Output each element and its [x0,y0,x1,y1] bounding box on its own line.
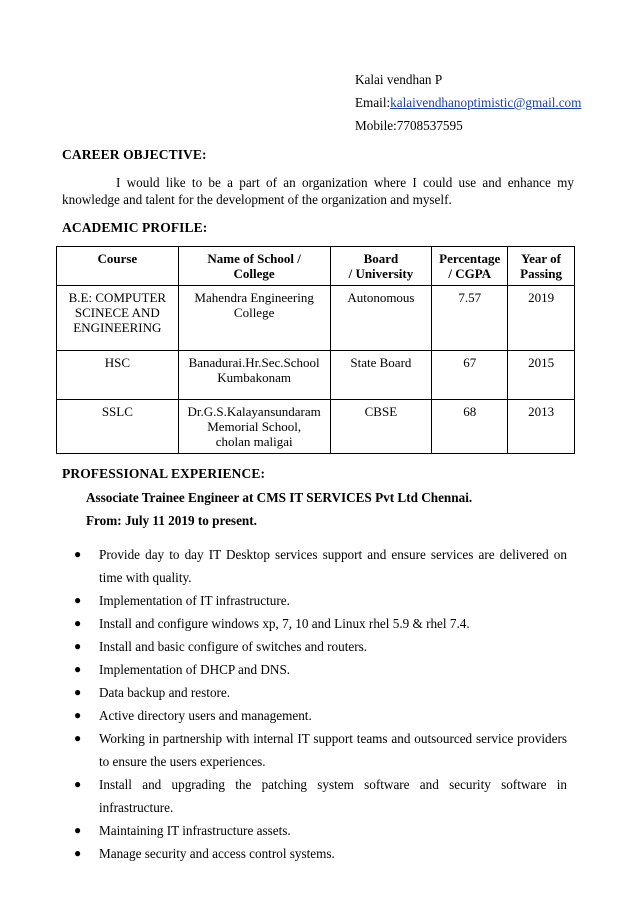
contact-block [355,68,581,137]
cell-course: SSLC [57,400,179,454]
bullet-icon: ● [74,616,82,630]
candidate-name: Kalai vendhan P [355,72,443,87]
header-course: Course [57,247,179,286]
list-item: ● Data backup and restore. [62,681,567,704]
cell-board: Autonomous [330,286,432,351]
cell-percentage: 67 [432,351,508,400]
header-board: Board / University [330,247,432,286]
table-row [57,400,575,454]
list-item: ● Install and basic configure of switches and routers. [62,635,567,658]
header-year: Year of Passing [508,247,575,286]
bullet-icon: ● [74,639,82,653]
bullet-icon: ● [74,846,82,860]
job-period: From: July 11 2019 to present. [86,513,257,528]
email-line [355,91,581,114]
table-header-row [57,247,575,286]
cell-board: State Board [330,351,432,400]
career-objective-heading: CAREER OBJECTIVE: [62,147,207,162]
cell-year: 2013 [508,400,575,454]
list-item: ● Implementation of IT infrastructure. [62,589,567,612]
cell-board: CBSE [330,400,432,454]
cell-school: Dr.G.S.Kalayansundaram Memorial School, cholan maligai [178,400,330,454]
list-item: ● Provide day to day IT Desktop services support and ensure services are delivered on time with quality. [62,543,567,589]
cell-percentage: 68 [432,400,508,454]
list-item: ● Manage security and access control systems. [62,842,567,865]
list-item: ● Active directory users and management. [62,704,567,727]
duties-list [62,543,567,865]
cell-percentage: 7.57 [432,286,508,351]
bullet-icon: ● [74,823,82,837]
bullet-icon: ● [74,547,82,561]
bullet-icon: ● [74,685,82,699]
list-item: ● Maintaining IT infrastructure assets. [62,819,567,842]
email-label: Email: [355,95,391,110]
email-link[interactable]: kalaivendhanoptimistic@gmail.com [390,95,582,110]
cell-school: Banadurai.Hr.Sec.School Kumbakonam [178,351,330,400]
cell-year: 2019 [508,286,575,351]
cell-course: HSC [57,351,179,400]
career-objective-body: I would like to be a part of an organization where I could use and enhance my knowledge and talent for the development of the organization and myself. [62,175,574,207]
header-school: Name of School / College [178,247,330,286]
list-item: ● Install and configure windows xp, 7, 10 and Linux rhel 5.9 & rhel 7.4. [62,612,567,635]
academic-table [56,246,575,454]
cell-school: Mahendra Engineering College [178,286,330,351]
bullet-icon: ● [74,731,82,745]
mobile-line: Mobile:7708537595 [355,118,463,133]
list-item: ● Install and upgrading the patching system software and security software in infrastructure. [62,773,567,819]
professional-experience-heading: PROFESSIONAL EXPERIENCE: [62,466,266,481]
bullet-icon: ● [74,777,82,791]
table-row [57,351,575,400]
header-percentage: Percentage / CGPA [432,247,508,286]
cell-course: B.E: COMPUTER SCINECE AND ENGINEERING [57,286,179,351]
bullet-icon: ● [74,708,82,722]
academic-profile-heading: ACADEMIC PROFILE: [62,220,208,235]
bullet-icon: ● [74,593,82,607]
cell-year: 2015 [508,351,575,400]
career-objective-text [62,174,574,208]
list-item: ● Implementation of DHCP and DNS. [62,658,567,681]
list-item: ● Working in partnership with internal IT support teams and outsourced service providers to ensure the users experiences. [62,727,567,773]
bullet-icon: ● [74,662,82,676]
table-row [57,286,575,351]
job-title: Associate Trainee Engineer at CMS IT SERVICES Pvt Ltd Chennai. [86,490,473,505]
